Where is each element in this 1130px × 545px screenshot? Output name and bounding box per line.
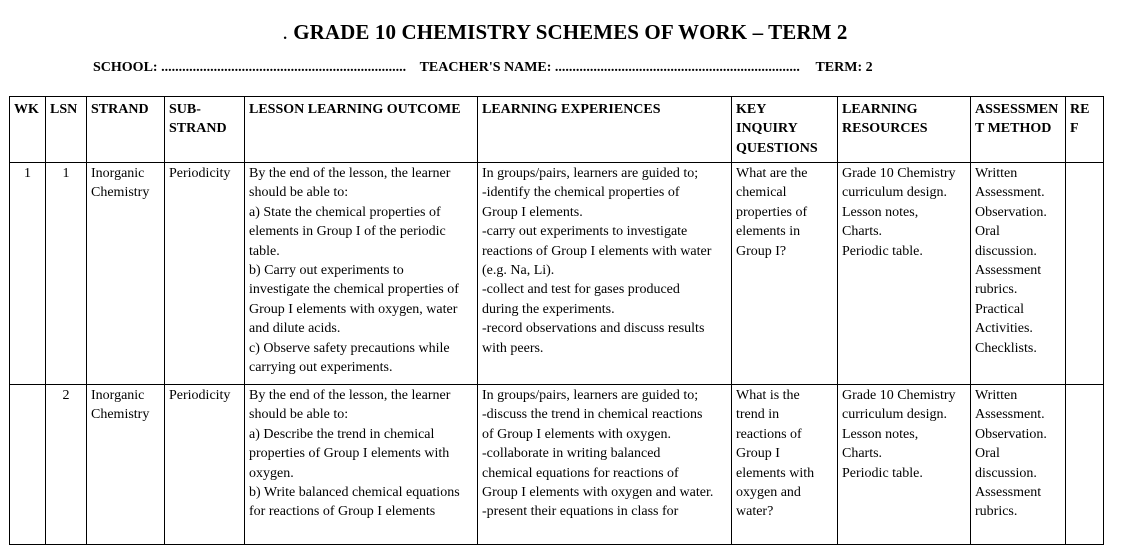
cell-line: Chemistry [91,407,150,423]
scheme-table [9,96,1104,545]
cell-line: curriculum design. [842,407,947,423]
teacher-name-field: TEACHER'S NAME: ...................................................................... [419,60,800,75]
cell-sub-strand: Periodicity [165,385,245,545]
cell-line: oxygen. [249,465,294,481]
cell-questions [732,163,838,385]
cell-line: elements with [736,465,815,481]
cell-line: a) State the chemical properties of [249,204,441,220]
cell-line: Charts. [842,224,883,240]
cell-line: reactions of Group I elements with water [482,243,712,259]
cell-line: oxygen and [736,485,801,501]
cell-line: Assessment [975,263,1042,279]
cell-line: rubrics. [975,504,1018,520]
cell-line: of Group I elements with oxygen. [482,426,671,442]
cell-ref [1066,385,1104,545]
cell-line: Written [975,166,1018,181]
cell-line: Charts. [842,446,883,462]
cell-line: during the experiments. [482,301,615,317]
header-wk: WK [10,97,46,163]
cell-line: -identify the chemical properties of [482,185,680,201]
cell-outcome [245,163,478,385]
cell-line: -carry out experiments to investigate [482,224,688,240]
cell-line: investigate the chemical properties of [249,282,459,298]
header-lsn: LSN [46,97,87,163]
cell-line: Chemistry [91,185,150,201]
table-row [10,163,1104,385]
cell-line: Assessment [975,485,1042,501]
cell-line: b) Carry out experiments to [249,263,404,279]
cell-line: curriculum design. [842,185,947,201]
cell-line: Written [975,388,1018,403]
cell-line: Checklists. [975,340,1037,356]
cell-line: Grade 10 Chemistry [842,388,956,403]
cell-line: -record observations and discuss results [482,321,705,337]
cell-line: elements in [736,224,801,240]
cell-line: Group I elements with oxygen, water [249,301,458,317]
cell-outcome [245,385,478,545]
cell-line: c) Observe safety precautions while [249,340,450,356]
cell-line: Lesson notes, [842,204,919,220]
cell-line: should be able to: [249,407,349,423]
cell-experiences [478,385,732,545]
cell-line: What is the [736,388,800,403]
cell-line: Oral [975,224,1000,240]
cell-line: Periodic table. [842,465,923,481]
cell-questions [732,385,838,545]
header-sub-strand: SUB- STRAND [165,97,245,163]
cell-line: rubrics. [975,282,1018,298]
cell-line: Assessment. [975,407,1045,423]
cell-line: with peers. [482,340,544,356]
school-field: SCHOOL: ...................................................................... [93,60,407,75]
cell-wk [10,385,46,545]
cell-resources [838,385,971,545]
cell-line: should be able to: [249,185,349,201]
header-experiences: LEARNING EXPERIENCES [478,97,732,163]
cell-line: properties of Group I elements with [249,446,450,462]
cell-line: discussion. [975,243,1037,259]
cell-line: Periodic table. [842,243,923,259]
cell-line: -collaborate in writing balanced [482,446,661,462]
header-assessment: ASSESSMEN T METHOD [971,97,1066,163]
header-questions: KEY INQUIRY QUESTIONS [732,97,838,163]
cell-line: What are the [736,166,808,181]
cell-line: Inorganic [91,166,145,181]
cell-line: properties of [736,204,808,220]
cell-strand [87,385,165,545]
cell-line: Inorganic [91,388,145,403]
cell-line: reactions of [736,426,802,442]
title-prefix: . [282,20,288,44]
cell-strand [87,163,165,385]
cell-line: -present their equations in class for [482,504,679,520]
cell-resources [838,163,971,385]
cell-line: By the end of the lesson, the learner [249,388,451,403]
cell-assessment [971,163,1066,385]
cell-line: b) Write balanced chemical equations [249,485,460,501]
title-text: GRADE 10 CHEMISTRY SCHEMES OF WORK – TERM 2 [293,20,848,44]
cell-line: By the end of the lesson, the learner [249,166,451,181]
cell-assessment [971,385,1066,545]
cell-lsn: 2 [46,385,87,545]
cell-line: chemical [736,185,787,201]
cell-line: elements in Group I of the periodic [249,224,446,240]
cell-line: Activities. [975,321,1033,337]
cell-line: Group I elements with oxygen and water. [482,485,714,501]
header-outcome: LESSON LEARNING OUTCOME [245,97,478,163]
cell-line: Group I? [736,243,787,259]
cell-line: -collect and test for gases produced [482,282,680,298]
cell-line: -discuss the trend in chemical reactions [482,407,703,423]
cell-line: Oral [975,446,1000,462]
cell-line: a) Describe the trend in chemical [249,426,435,442]
cell-sub-strand: Periodicity [165,163,245,385]
cell-lsn: 1 [46,163,87,385]
cell-line: and dilute acids. [249,321,341,337]
cell-experiences [478,163,732,385]
cell-line: for reactions of Group I elements [249,504,436,520]
cell-line: carrying out experiments. [249,360,393,376]
cell-line: water? [736,504,774,520]
header-resources: LEARNING RESOURCES [838,97,971,163]
cell-line: Group I elements. [482,204,583,220]
header-fields [93,60,873,76]
cell-line: Observation. [975,426,1047,442]
cell-line: Observation. [975,204,1047,220]
cell-line: Grade 10 Chemistry [842,166,956,181]
table-header-row [10,97,1104,163]
header-strand: STRAND [87,97,165,163]
cell-ref [1066,163,1104,385]
cell-line: chemical equations for reactions of [482,465,679,481]
term-field: TERM: 2 [815,60,873,75]
header-ref: RE F [1066,97,1104,163]
cell-line: discussion. [975,465,1037,481]
cell-line: Group I [736,446,780,462]
cell-line: In groups/pairs, learners are guided to; [482,388,699,403]
table-row [10,385,1104,545]
cell-line: In groups/pairs, learners are guided to; [482,166,699,181]
cell-line: Lesson notes, [842,426,919,442]
document-title [0,20,1130,45]
cell-line: (e.g. Na, Li). [482,263,555,279]
cell-line: table. [249,243,280,259]
cell-wk: 1 [10,163,46,385]
cell-line: Assessment. [975,185,1045,201]
cell-line: Practical [975,301,1024,317]
cell-line: trend in [736,407,780,423]
